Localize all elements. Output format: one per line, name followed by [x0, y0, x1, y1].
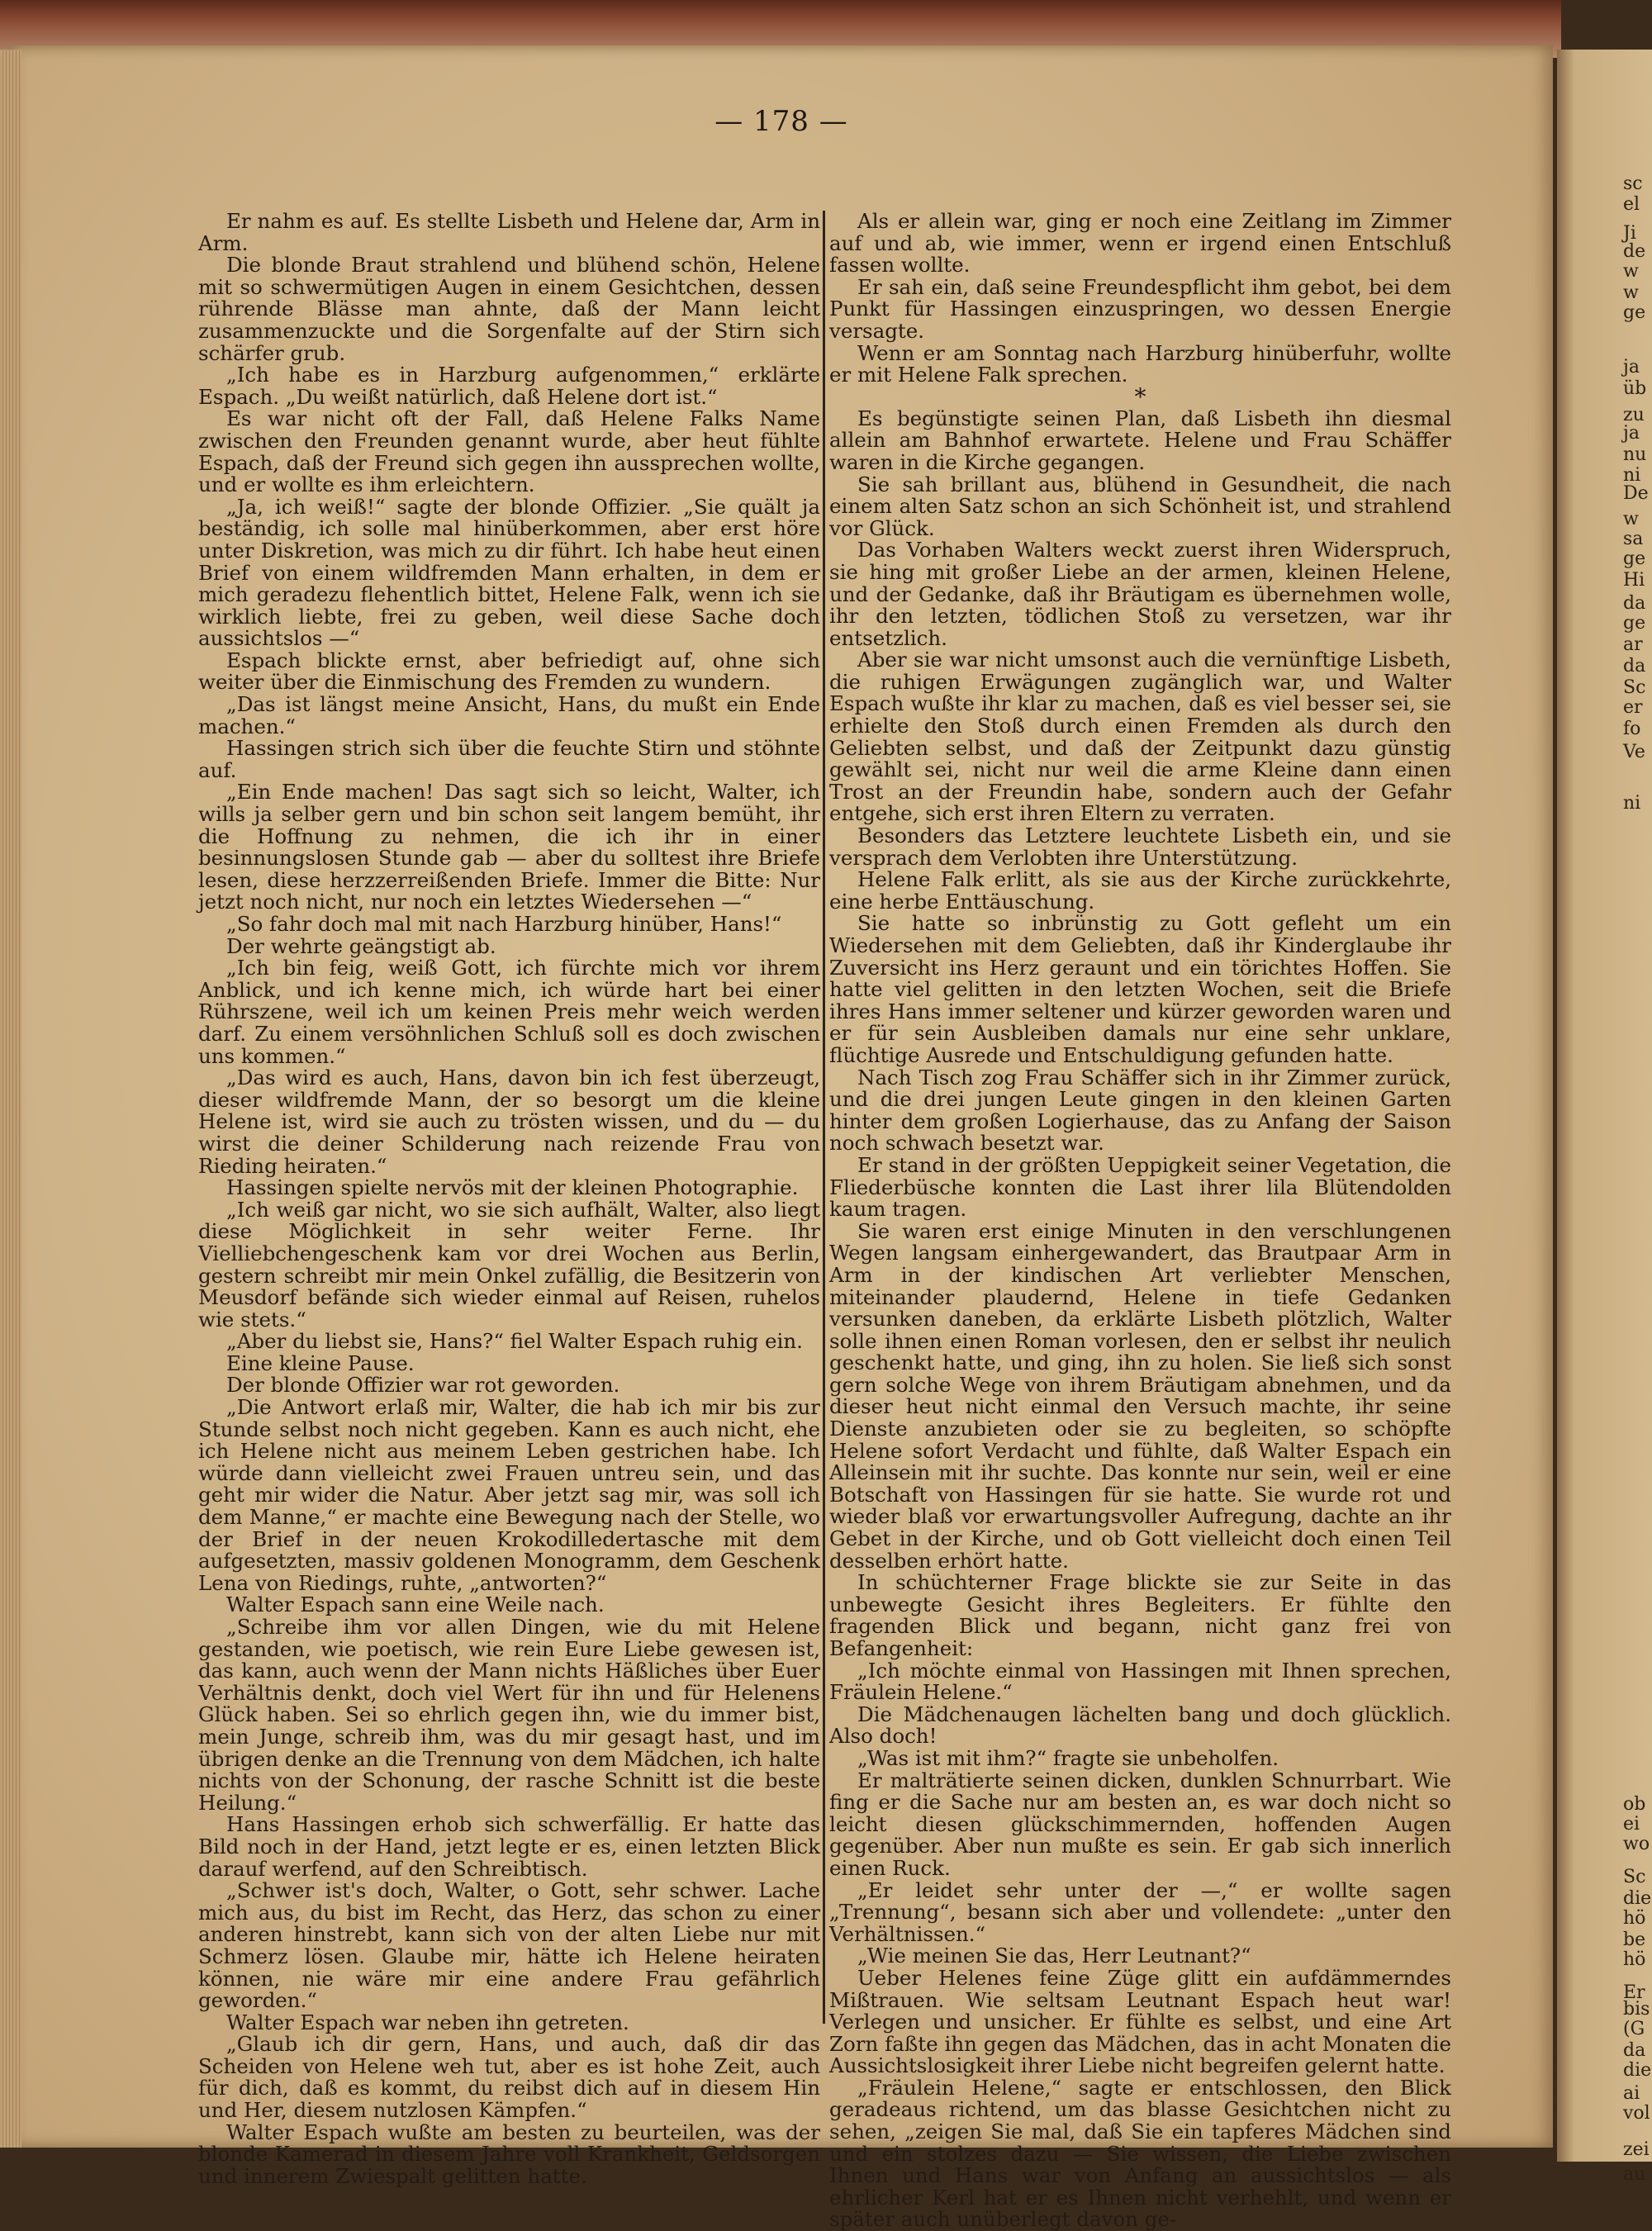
- facing-page-fragment: sc: [1623, 173, 1643, 194]
- book-page: [10, 45, 1553, 2231]
- facing-page-fragment: ge: [1623, 613, 1646, 634]
- facing-page-fragment: ar: [1623, 634, 1643, 655]
- facing-page-fragment: hö: [1623, 1908, 1646, 1929]
- facing-page-fragment: De: [1623, 483, 1649, 504]
- paragraph: „Ja, ich weiß!“ sagte der blonde Offizier. „Sie quält ja beständig, ich solle mal hinüberkommen, aber erst höre unter Diskretion, was mich zu dir führt. Ich habe heut einen Brief von einem wildfremden Mann erhalten, in dem er mich geradezu flehentlich bittet, Helene Falk, wenn ich sie wirklich liebte, frei zu geben, weil diese Sache doch aussichtslos —“: [198, 494, 820, 651]
- facing-page-fragment: hö: [1623, 1949, 1646, 1970]
- facing-page-fragment: Hi: [1623, 570, 1645, 591]
- paragraph: Das Vorhaben Walters weckt zuerst ihren Widerspruch, sie hing mit großer Liebe an der armen, kleinen Helene, und der Gedanke, daß ihr Bräutigam es übernehmen wolle, ihr den letzten, tödlichen Stoß zu versetzen, war ihr entsetzlich.: [829, 538, 1451, 650]
- paragraph: Es begünstigte seinen Plan, daß Lisbeth ihn diesmal allein am Bahnhof erwartete. Helene und Frau Schäffer waren in die Kirche gegangen.: [829, 406, 1451, 474]
- paragraph: Ueber Helenes feine Züge glitt ein aufdämmerndes Mißtrauen. Wie seltsam Leutnant Espach heut war! Verlegen und unsicher. Er fühlte es selbst, und eine Art Zorn faßte ihn gegen das Mädchen, das in acht Monaten die Aussichtslosigkeit ihrer Liebe nicht begreifen gelernt hatte.: [829, 1965, 1451, 2078]
- facing-page-fragment: Sc: [1623, 677, 1646, 698]
- paragraph: Der blonde Offizier war rot geworden.: [226, 1373, 620, 1398]
- paragraph: „Er leidet sehr unter der —,“ er wollte sagen „Trennung“, besann sich aber und vollendete: „unter den Verhältnissen.“: [829, 1877, 1451, 1946]
- facing-page-fragment: ai: [1623, 2083, 1640, 2104]
- facing-page-fragment: Ve: [1623, 742, 1645, 762]
- paragraph: Hans Hassingen erhob sich schwerfällig. Er hatte das Bild noch in der Hand, jetzt legte er es, einen letzten Blick darauf werfend, auf den Schreibtisch.: [198, 1812, 820, 1881]
- paragraph: „Ich möchte einmal von Hassingen mit Ihnen sprechen, Fräulein Helene.“: [829, 1658, 1451, 1705]
- facing-page-fragment: (G: [1623, 2019, 1645, 2039]
- paragraph: Walter Espach sann eine Weile nach.: [226, 1593, 605, 1617]
- paragraph: „Schwer ist's doch, Walter, o Gott, sehr schwer. Lache mich aus, du bist im Recht, das Herz, das schon zu einer anderen hinstrebt, kann sich von der alten Liebe nur mit Schmerz lösen. Glaube mir, hätte ich Helene heiraten können, nie wäre mir eine andere Frau gefährlich geworden.“: [198, 1878, 820, 2013]
- paragraph: Besonders das Letztere leuchtete Lisbeth ein, und sie versprach dem Verlobten ihre Unterstützung.: [829, 824, 1451, 870]
- paragraph: „Glaub ich dir gern, Hans, und auch, daß dir das Scheiden von Helene weh tut, aber es ist hohe Zeit, auch für dich, daß es kommt, du reibst dich auf in diesem Hin und Her, diesem nutzlosen Kämpfen.“: [198, 2032, 820, 2123]
- facing-page-fragment: w: [1623, 509, 1639, 529]
- paragraph: Hassingen spielte nervös mit der kleinen Photographie.: [226, 1175, 799, 1200]
- paragraph: „Was ist mit ihm?“ fragte sie unbeholfen.: [857, 1745, 1279, 1770]
- paragraph: In schüchterner Frage blickte sie zur Seite in das unbewegte Gesicht ihres Begleiters. Er fühlte den fragenden Blick und begann, nicht ganz frei von Befangenheit:: [829, 1570, 1451, 1660]
- facing-page-fragment: ja: [1623, 423, 1640, 444]
- facing-page-fragment: zei: [1623, 2139, 1650, 2160]
- facing-page-fragment: ei: [1623, 1814, 1640, 1835]
- paragraph: „Ein Ende machen! Das sagt sich so leicht, Walter, ich wills ja selber gern und bin schon seit langem bemüht, ihr die Hoffnung zu nehmen, die ich ihr in einer besinnungslosen Stunde gab — aber du solltest ihre Briefe lesen, diese herzzerreißenden Briefe. Immer die Bitte: Nur jetzt noch nicht, nur noch ein letztes Wiedersehen —“: [198, 780, 820, 914]
- paragraph: Sie sah brillant aus, blühend in Gesundheit, die nach einem alten Satz schon an sich Schönheit ist, und strahlend vor Glück.: [829, 472, 1451, 540]
- facing-page-fragment: Sc: [1623, 1867, 1646, 1887]
- facing-page-fragment: bis: [1623, 1999, 1650, 2020]
- paragraph: Er nahm es auf. Es stellte Lisbeth und Helene dar, Arm in Arm.: [198, 209, 820, 255]
- paragraph: Die blonde Braut strahlend und blühend schön, Helene mit so schwermütigen Augen in einem Gesichtchen, dessen rührende Blässe man ahnte, daß der Mann leicht zusammenzuckte und die Sorgenfalte auf der Stirn sich schärfer grub.: [198, 253, 820, 365]
- facing-page-fragment: au: [1623, 2164, 1646, 2185]
- paragraph: Die Mädchenaugen lächelten bang und doch glücklich. Also doch!: [829, 1702, 1451, 1749]
- facing-page-fragment: ja: [1623, 357, 1640, 377]
- facing-page-fragment: ge: [1623, 548, 1646, 569]
- right-text-column: [829, 211, 1451, 2231]
- page-stack-edge: [0, 50, 21, 2148]
- paragraph: Er sah ein, daß seine Freundespflicht ihm gebot, bei dem Punkt für Hassingen einzuspringen, wo dessen Energie versagte.: [829, 274, 1451, 343]
- facing-page-fragment: wo: [1623, 1834, 1650, 1854]
- paragraph: Helene Falk erlitt, als sie aus der Kirche zurückkehrte, eine herbe Enttäuschung.: [829, 867, 1451, 914]
- facing-page-fragment: ge: [1623, 302, 1646, 323]
- facing-page-fragment: w: [1623, 261, 1639, 282]
- paragraph: „Ich bin feig, weiß Gott, ich fürchte mich vor ihrem Anblick, und ich kenne mich, ich würde hart bei einer Rührszene, weil ich um keinen Preis mehr weich werden darf. Zu einem versöhnlichen Schluß soll es doch zwischen uns kommen.“: [198, 956, 820, 1068]
- paragraph: Nach Tisch zog Frau Schäffer sich in ihr Zimmer zurück, und die drei jungen Leute gingen in den kleinen Garten hinter dem großen Logierhause, das zu Anfang der Saison noch schwach besetzt war.: [829, 1065, 1451, 1156]
- facing-page-fragment: da: [1623, 593, 1646, 614]
- paragraph: Walter Espach war neben ihn getreten.: [226, 2010, 629, 2034]
- facing-page-fragment: die: [1623, 1888, 1652, 1909]
- facing-page-fragment: w: [1623, 282, 1639, 303]
- paragraph: „Ich weiß gar nicht, wo sie sich aufhält, Walter, also liegt diese Möglichkeit in sehr weiter Ferne. Ihr Vielliebchengeschenk kam vor drei Wochen aus Berlin, gestern schreibt mir mein Onkel zufällig, die Besitzerin von Meusdorf befände sich wieder einmal auf Reisen, ruhelos wie stets.“: [198, 1197, 820, 1331]
- paragraph: „Ich habe es in Harzburg aufgenommen,“ erklärte Espach. „Du weißt natürlich, daß Helene dort ist.“: [198, 363, 820, 409]
- paragraph: Als er allein war, ging er noch eine Zeitlang im Zimmer auf und ab, wie immer, wenn er irgend einen Entschluß fassen wollte.: [829, 209, 1451, 278]
- paragraph: „Fräulein Helene,“ sagte er entschlossen, den Blick geradeaus richtend, um das blasse Gesichtchen nicht zu sehen, „zeigen Sie mal, daß Sie ein tapferes Mädchen sind und ein stolzes dazu — Sie wissen, die Liebe zwischen Ihnen und Hans war von Anfang an aussichtslos — als ehrlicher Kerl hat er es Ihnen nicht verhehlt, und wenn er später auch unüberlegt davon ge-: [829, 2075, 1451, 2231]
- facing-page-fragment: ni: [1623, 465, 1641, 486]
- section-separator: *: [1134, 382, 1146, 411]
- facing-page-fragment: fo: [1623, 719, 1641, 739]
- facing-page-fragment: Ji: [1623, 223, 1636, 244]
- paragraph: „Die Antwort erlaß mir, Walter, die hab ich mir bis zur Stunde selbst noch nicht gegeben. Kann es auch nicht, ehe ich Helene nicht aus meinem Leben gestrichen habe. Ich würde dann vielleicht zwei Frauen untreu sein, und das geht mir wider die Natur. Aber jetzt sag mir, was soll ich dem Manne,“ er machte eine Bewegung nach der Stelle, wo der Brief in der neuen Krokodilledertasche mit dem aufgesetzten, massiv goldenen Monogramm, dem Geschenk Lena von Riedings, ruhte, „antworten?“: [198, 1395, 820, 1595]
- paragraph: „Das wird es auch, Hans, davon bin ich fest überzeugt, dieser wildfremde Mann, der so besorgt um die kleine Helene ist, wird sie auch zu trösten wissen, und du — du wirst die deiner Schilderung nach reizende Frau von Rieding heiraten.“: [198, 1066, 820, 1178]
- paragraph: „Schreibe ihm vor allen Dingen, wie du mit Helene gestanden, wie poetisch, wie rein Eure Liebe gewesen ist, das kann, auch wenn der Mann nichts Häßliches über Euer Verhältnis denkt, doch viel Wert für ihn und für Helenens Glück haben. Sei so ehrlich gegen ihn, wie du immer bist, mein Junge, schreib ihm, was du mir gesagt hast, und im übrigen denke an die Trennung von dem Mädchen, ich halte nichts von der Schonung, der rasche Schnitt ist die beste Heilung.“: [198, 1615, 820, 1815]
- facing-page-fragment: de: [1623, 241, 1646, 262]
- facing-page-edge: [1557, 50, 1652, 2185]
- paragraph: Hassingen strich sich über die feuchte Stirn und stöhnte auf.: [198, 736, 820, 782]
- facing-page-fragment: sa: [1623, 529, 1644, 549]
- facing-page-fragment: vol: [1623, 2103, 1650, 2124]
- facing-page-fragment: er: [1623, 697, 1643, 718]
- paragraph: Der wehrte geängstigt ab.: [226, 933, 496, 958]
- paragraph: Sie hatte so inbrünstig zu Gott gefleht um ein Wiedersehen mit dem Geliebten, daß ihr Kinderglaube ihr Zuversicht ins Herz geraunt und ein törichtes Hoffen. Sie hatte viel gelitten in den letzten Wochen, seit die Briefe ihres Hans immer seltener und kürzer geworden waren und er für sein Ausbleiben damals nur eine sehr unklare, flüchtige Ausrede und Entschuldigung gefunden hatte.: [829, 911, 1451, 1067]
- paragraph: Eine kleine Pause.: [226, 1350, 415, 1375]
- facing-page-fragment: ni: [1623, 793, 1641, 814]
- paragraph: Espach blickte ernst, aber befriedigt auf, ohne sich weiter über die Einmischung des Fremden zu wundern.: [198, 648, 820, 695]
- facing-page-fragment: da: [1623, 2040, 1646, 2061]
- paragraph: Aber sie war nicht umsonst auch die vernünftige Lisbeth, die ruhigen Erwägungen zugänglich war, und Walter Espach wußte ihr klar zu machen, daß es viel besser sei, sie erhielte den Stoß durch einen Fremden als durch den Geliebten selbst, und daß der Zeitpunkt dazu günstig gewählt sei, nicht nur weil die arme Kleine dann einen Trost an der Freundin habe, sondern auch der Gefahr entgehe, sich erst ihren Eltern zu verraten.: [829, 648, 1451, 826]
- facing-page-fragment: el: [1623, 194, 1640, 215]
- paragraph: Wenn er am Sonntag nach Harzburg hinüberfuhr, wollte er mit Helene Falk sprechen.: [829, 340, 1451, 387]
- paragraph: Er stand in der größten Ueppigkeit seiner Vegetation, die Fliederbüsche konnten die Last ihrer lila Blütendolden kaum tragen.: [829, 1152, 1451, 1222]
- facing-page-fragment: nu: [1623, 444, 1647, 465]
- paragraph: „Aber du liebst sie, Hans?“ fiel Walter Espach ruhig ein.: [226, 1329, 803, 1354]
- facing-page-fragment: da: [1623, 656, 1646, 676]
- facing-page-fragment: Er: [1623, 1982, 1645, 2003]
- page-number: — 178 —: [714, 105, 848, 138]
- column-divider: [823, 211, 825, 2024]
- paragraph: „Das ist längst meine Ansicht, Hans, du mußt ein Ende machen.“: [198, 692, 820, 738]
- facing-page-fragment: üb: [1623, 378, 1647, 399]
- paragraph: „So fahr doch mal mit nach Harzburg hinüber, Hans!“: [226, 912, 782, 936]
- paragraph: Walter Espach wußte am besten zu beurteilen, was der blonde Kamerad in diesem Jahre voll Krankheit, Geldsorgen und innerem Zwiespalt gelitten hatte.: [198, 2119, 820, 2188]
- left-text-column: [198, 211, 820, 2187]
- facing-page-fragment: die: [1623, 2060, 1652, 2081]
- right-column-part-a: [829, 211, 1451, 387]
- facing-page-fragment: ob: [1623, 1794, 1646, 1815]
- paragraph: Er malträtierte seinen dicken, dunklen Schnurrbart. Wie fing er die Sache nur am besten an, es war doch nicht so leicht diesen glückschimmernden, hoffenden Augen gegenüber. Aber nun mußte es sein. Er gab sich innerlich einen Ruck.: [829, 1768, 1451, 1880]
- paragraph: „Wie meinen Sie das, Herr Leutnant?“: [857, 1944, 1251, 1968]
- right-column-part-b: [829, 408, 1451, 2231]
- facing-page-fragment: be: [1623, 1930, 1646, 1950]
- paragraph: Sie waren erst einige Minuten in den verschlungenen Wegen langsam einhergewandert, das Brautpaar Arm in Arm in der kindischen Art verliebter Menschen, miteinander plaudernd, Helene in tiefe Gedanken versunken daneben, da erklärte Lisbeth plötzlich, Walter solle ihnen einen Roman vorlesen, den er selbst ihr neulich geschenkt hatte, und ging, ihn zu holen. Sie ließ sich sonst gern solche Wege von ihrem Bräutigam abnehmen, und da dieser heut nicht einmal den Versuch machte, ihr seine Dienste anzubieten oder sie zu begleiten, so schöpfte Helene sofort Verdacht und fühlte, daß Walter Espach ein Alleinsein mit ihr suchte. Das konnte nur sein, weil er eine Botschaft von Hassingen für sie hatte. Sie wurde rot und wieder blaß vor erwartungsvoller Aufregung, dachte an ihr Gebet in der Kirche, und ob Gott vielleicht doch einen Teil desselben erhört hatte.: [829, 1218, 1451, 1573]
- facing-page-fragment: zu: [1623, 405, 1645, 425]
- paragraph: Es war nicht oft der Fall, daß Helene Falks Name zwischen den Freunden genannt wurde, aber heut fühlte Espach, daß der Freund sich gegen ihn aussprechen wollte, und er wollte es ihm erleichtern.: [198, 406, 820, 497]
